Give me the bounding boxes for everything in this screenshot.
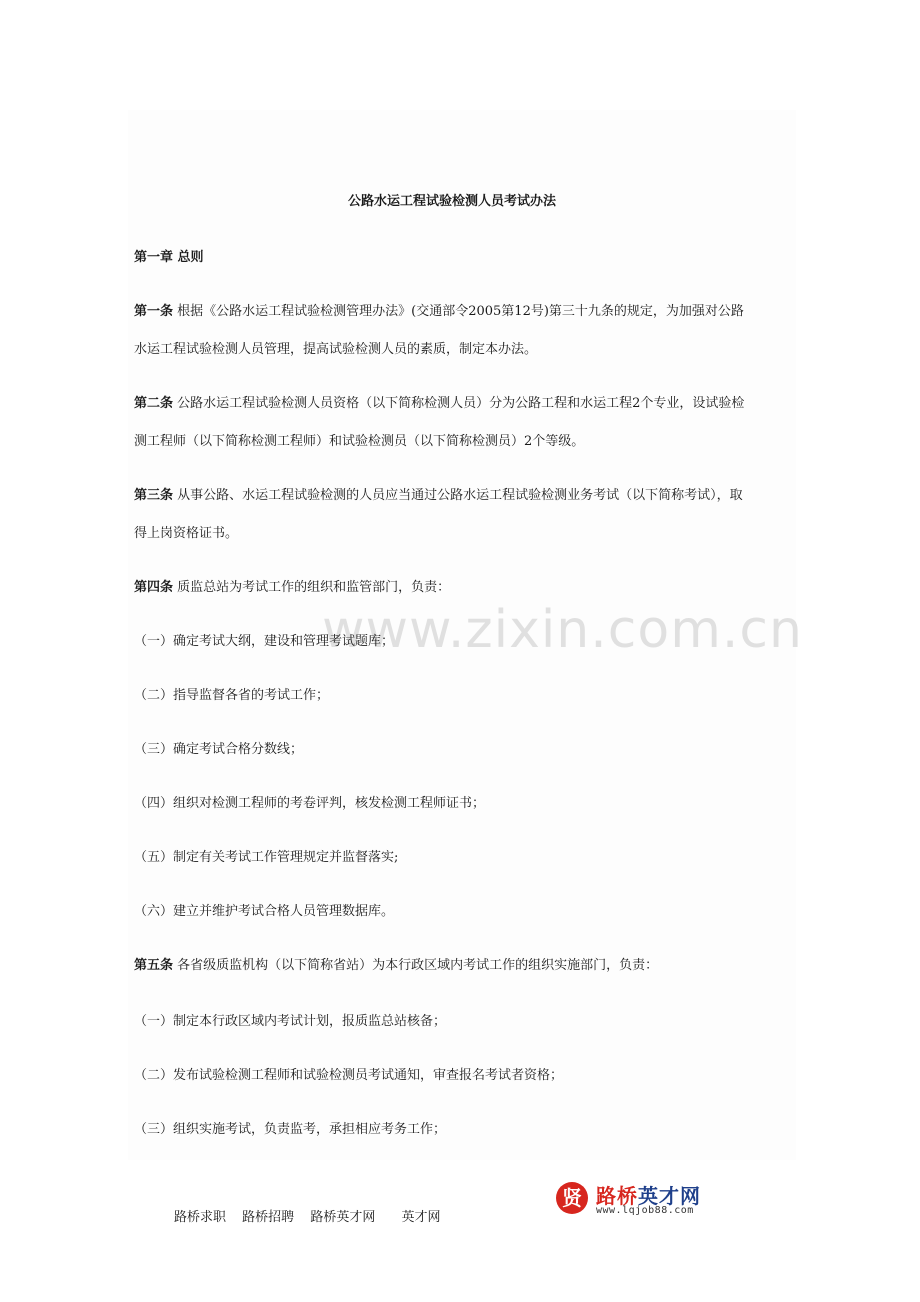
article-5-item-3: （三）组织实施考试，负责监考，承担相应考务工作； <box>134 1122 447 1137</box>
site-logo[interactable] <box>556 1180 746 1220</box>
article-5-line-1 <box>134 956 658 976</box>
article-1-text: 根据《公路水运工程试验检测管理办法》(交通部令2005第12号)第三十九条的规定，为加强对公路 <box>177 304 744 319</box>
article-5-label: 第五条 <box>134 958 174 973</box>
article-1-line-1 <box>134 302 744 322</box>
footer-link-jobseek[interactable]: 路桥求职 <box>174 1210 227 1225</box>
article-2-line-2: 测工程师（以下简称检测工程师）和试验检测员（以下简称检测员）2个等级。 <box>134 434 585 449</box>
article-4-label: 第四条 <box>134 580 174 595</box>
footer-link-yingcai[interactable]: 英才网 <box>401 1210 441 1225</box>
article-1-label: 第一条 <box>134 304 174 319</box>
article-3-line-1 <box>134 486 743 506</box>
footer-link-recruit[interactable]: 路桥招聘 <box>242 1210 295 1225</box>
article-3-label: 第三条 <box>134 488 174 503</box>
article-5-item-2: （二）发布试验检测工程师和试验检测员考试通知，审查报名考试者资格； <box>134 1068 564 1083</box>
article-4-item-5: （五）制定有关考试工作管理规定并监督落实; <box>134 850 399 865</box>
document-title: 公路水运工程试验检测人员考试办法 <box>348 194 557 209</box>
article-2-line-1 <box>134 394 744 414</box>
watermark: www.zixin.com.cn <box>322 600 803 660</box>
chapter-heading: 第一章 总则 <box>134 250 204 265</box>
logo-name-blue: 英才网 <box>638 1184 701 1208</box>
article-3-text: 从事公路、水运工程试验检测的人员应当通过公路水运工程试验检测业务考试（以下简称考试），取 <box>177 488 743 503</box>
article-4-item-6: （六）建立并维护考试合格人员管理数据库。 <box>134 904 395 919</box>
logo-badge-icon: 贤 <box>556 1182 588 1214</box>
article-1-line-2: 水运工程试验检测人员管理，提高试验检测人员的素质，制定本办法。 <box>134 342 538 357</box>
footer-link-talent[interactable]: 路桥英才网 <box>310 1210 376 1225</box>
article-4-item-3: （三）确定考试合格分数线； <box>134 742 304 757</box>
article-5-item-1: （一）制定本行政区域内考试计划，报质监总站核备； <box>134 1014 447 1029</box>
article-2-label: 第二条 <box>134 396 174 411</box>
article-5-text: 各省级质监机构（以下简称省站）为本行政区域内考试工作的组织实施部门，负责： <box>177 958 659 973</box>
article-3-line-2: 得上岗资格证书。 <box>134 526 239 541</box>
article-4-item-4: （四）组织对检测工程师的考卷评判，核发检测工程师证书； <box>134 796 486 811</box>
logo-url: www.lqjob88.com <box>596 1205 694 1216</box>
logo-name-red: 路桥 <box>596 1184 638 1208</box>
article-4-item-1: （一）确定考试大纲，建设和管理考试题库； <box>134 634 395 649</box>
article-4-item-2: （二）指导监督各省的考试工作； <box>134 688 330 703</box>
article-4-line-1 <box>134 578 450 598</box>
footer-links <box>174 1206 452 1225</box>
article-2-text: 公路水运工程试验检测人员资格（以下简称检测人员）分为公路工程和水运工程2个专业，设试验检 <box>177 396 745 411</box>
article-4-text: 质监总站为考试工作的组织和监管部门，负责： <box>177 580 451 595</box>
